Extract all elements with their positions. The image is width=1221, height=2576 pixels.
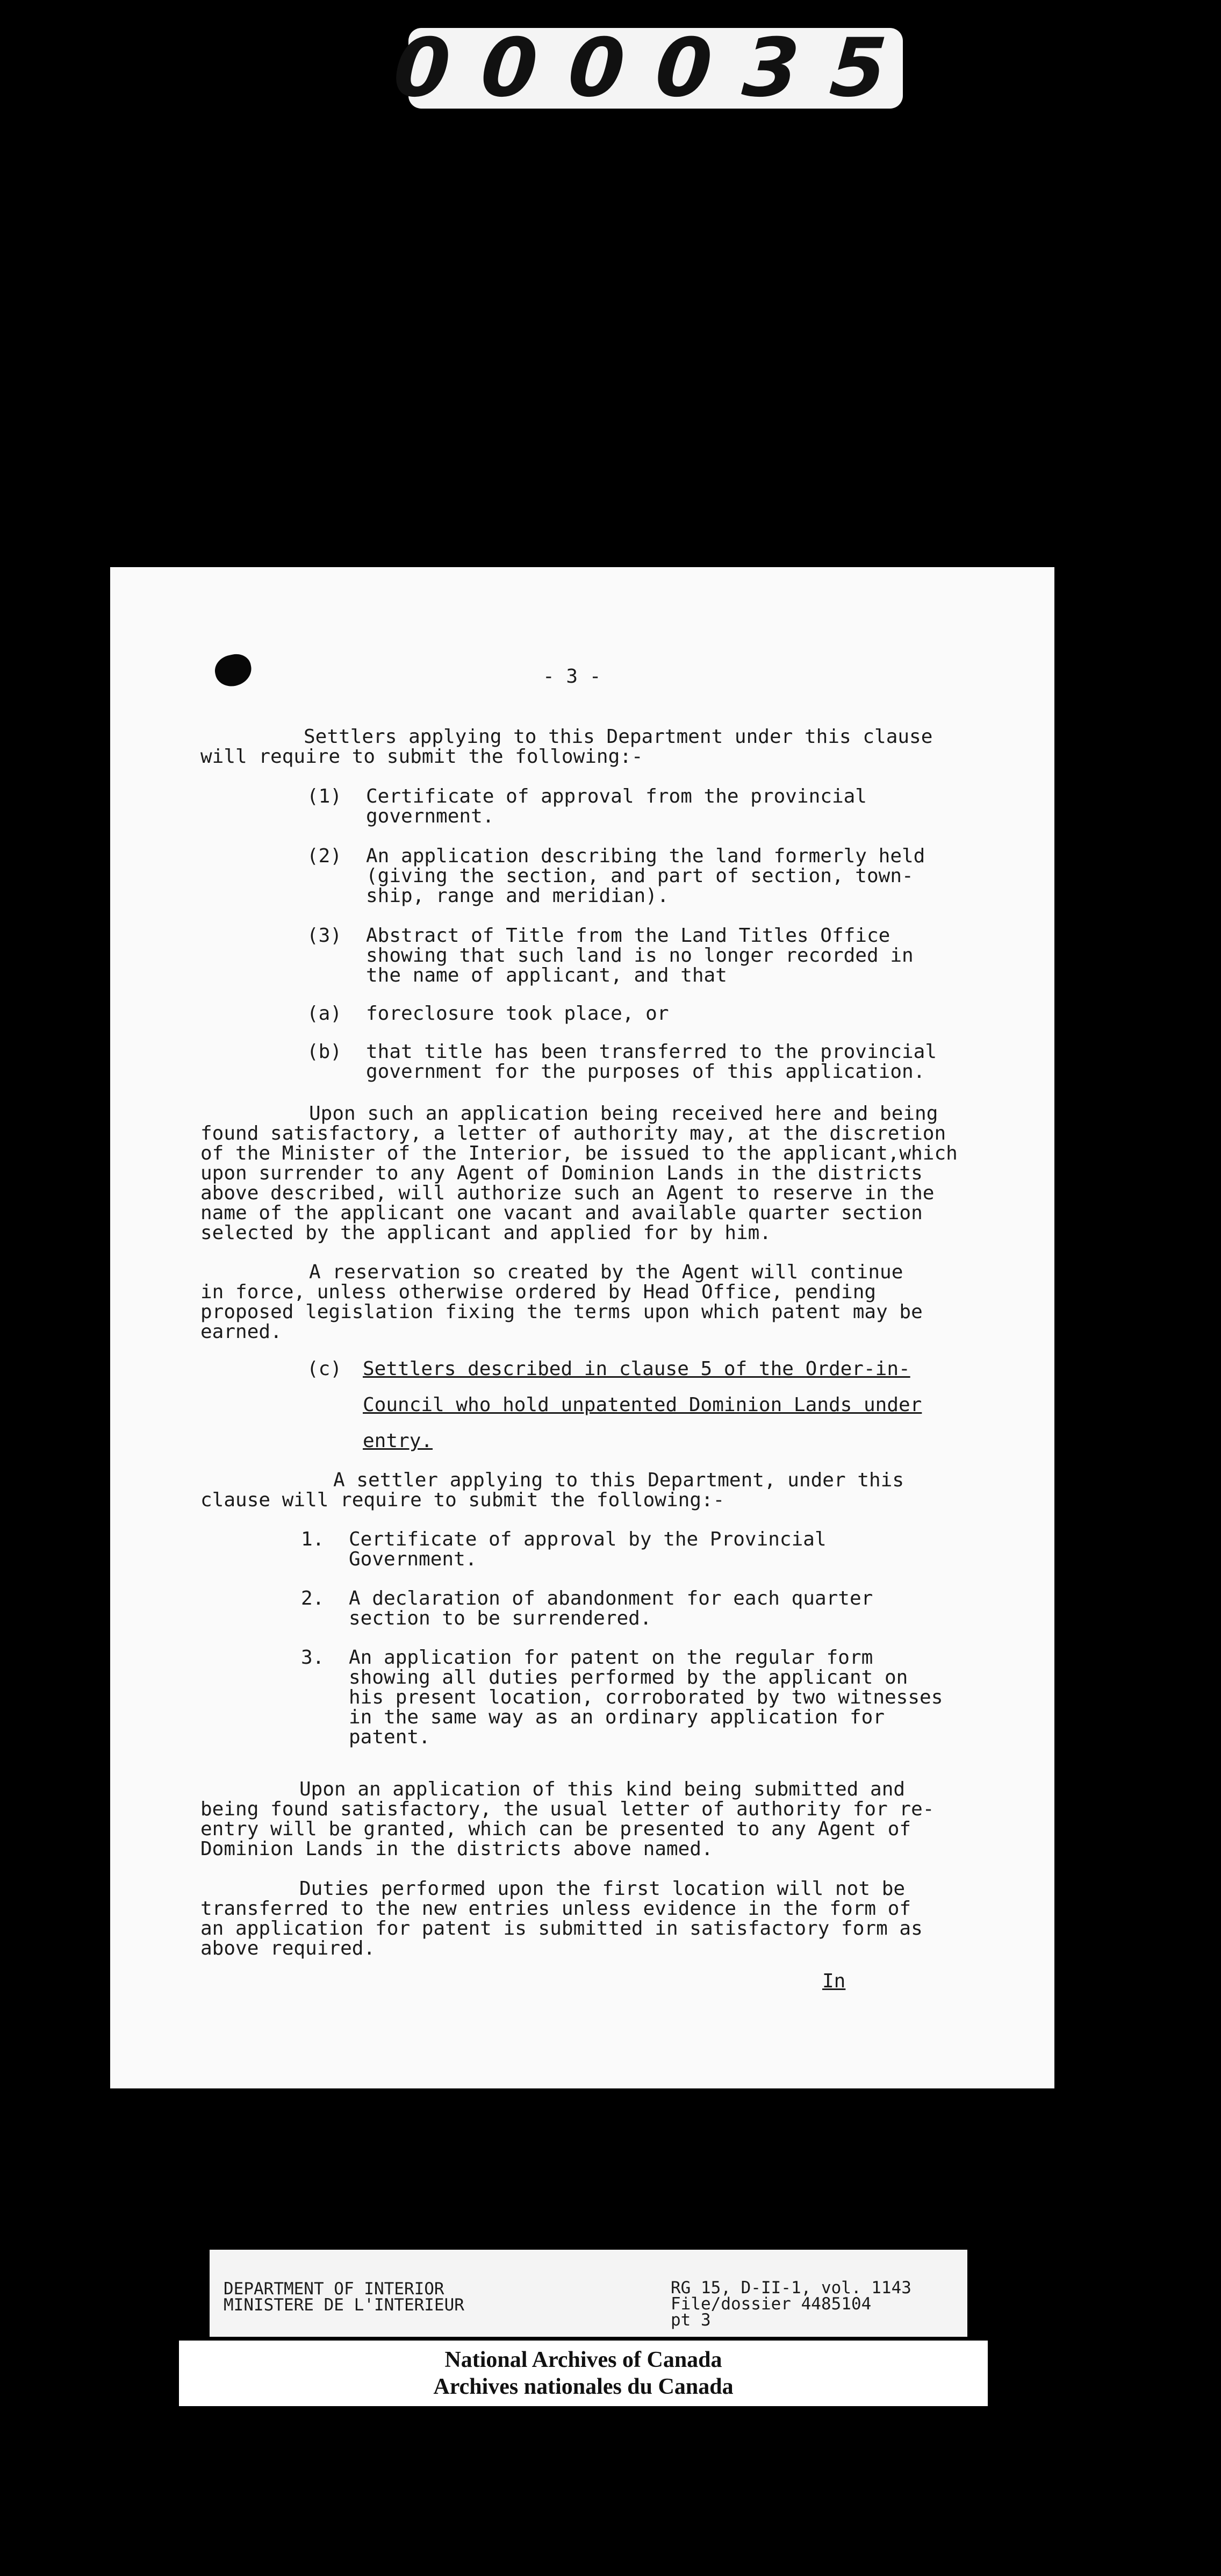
paragraph-line: A settler applying to this Department, under this [333, 1469, 904, 1491]
intro-line: Settlers applying to this Department under this clause [304, 726, 933, 748]
paragraph-line: name of the applicant one vacant and available quarter section [200, 1202, 923, 1224]
paragraph-line: earned. [200, 1321, 282, 1343]
paragraph-line: of the Minister of the Interior, be issued to the applicant,which [200, 1142, 958, 1164]
list-item-line: An application describing the land formerly held [366, 845, 925, 867]
list-item-line: showing all duties performed by the applicant on [349, 1666, 908, 1688]
intro-line: will require to submit the following:- [200, 746, 643, 768]
paragraph-line: in force, unless otherwise ordered by Head Office, pending [200, 1281, 877, 1303]
paragraph-line: A reservation so created by the Agent will continue [309, 1261, 903, 1283]
archive-name-en: National Archives of Canada [444, 2348, 722, 2372]
paragraph-line: Upon an application of this kind being submitted and [299, 1778, 906, 1800]
paragraph-line: above described, will authorize such an Agent to reserve in the [200, 1182, 935, 1204]
list-marker: (b) [307, 1041, 342, 1063]
section-heading-line: Settlers described in clause 5 of the Order-in- [363, 1358, 910, 1380]
paragraph-line: found satisfactory, a letter of authority may, at the discretion [200, 1122, 946, 1144]
catchword: In [822, 1970, 846, 1992]
page-number: - 3 - [543, 666, 601, 688]
section-marker: (c) [307, 1358, 342, 1380]
paragraph-line: proposed legislation fixing the terms upon which patent may be [200, 1301, 923, 1323]
list-marker: (2) [307, 845, 342, 867]
list-item-line: Certificate of approval by the Provincial [349, 1528, 827, 1550]
paragraph-line: entry will be granted, which can be presented to any Agent of [200, 1818, 911, 1840]
archive-reference-label [210, 2250, 967, 2337]
paragraph-line: Upon such an application being received here and being [309, 1103, 938, 1125]
list-item-line: An application for patent on the regular form [349, 1647, 873, 1669]
list-marker: (a) [307, 1003, 342, 1025]
archive-stamp [179, 2341, 988, 2406]
list-item-line: showing that such land is no longer recorded in [366, 944, 914, 967]
file-reference: File/dossier 4485104 [671, 2294, 872, 2314]
list-marker: 2. [301, 1587, 325, 1609]
list-item-line: his present location, corroborated by two witnesses [349, 1686, 943, 1708]
paragraph-line: above required. [200, 1937, 376, 1959]
document-page [110, 567, 1054, 2088]
archive-name-fr: Archives nationales du Canada [433, 2374, 734, 2399]
list-marker: 1. [301, 1528, 325, 1550]
list-marker: (3) [307, 925, 342, 947]
list-item-line: government. [366, 805, 494, 827]
list-marker: 3. [301, 1647, 325, 1669]
paragraph-line: being found satisfactory, the usual letter of authority for re- [200, 1798, 935, 1820]
list-item-line: government for the purposes of this application. [366, 1061, 925, 1083]
list-item-line: Certificate of approval from the provincial [366, 785, 867, 807]
record-group-reference: RG 15, D-II-1, vol. 1143 [671, 2278, 911, 2298]
department-en: DEPARTMENT OF INTERIOR [224, 2279, 444, 2299]
list-item-line: Abstract of Title from the Land Titles Office [366, 925, 890, 947]
list-item-line: (giving the section, and part of section, town- [366, 865, 914, 887]
department-fr: MINISTERE DE L'INTERIEUR [224, 2295, 464, 2315]
section-heading-line: Council who hold unpatented Dominion Lands under [363, 1394, 922, 1416]
list-item-line: in the same way as an ordinary application for [349, 1706, 885, 1728]
paragraph-line: upon surrender to any Agent of Dominion Lands in the districts [200, 1162, 923, 1184]
list-item-line: Government. [349, 1548, 477, 1570]
list-item-line: A declaration of abandonment for each quarter [349, 1587, 873, 1609]
list-item-line: section to be surrendered. [349, 1607, 652, 1629]
section-heading-line: entry. [363, 1430, 433, 1452]
list-item-line: ship, range and meridian). [366, 885, 669, 907]
paragraph-line: Dominion Lands in the districts above named. [200, 1838, 713, 1860]
part-reference: pt 3 [671, 2310, 711, 2330]
list-item-line: patent. [349, 1726, 430, 1748]
paragraph-line: transferred to the new entries unless evidence in the form of [200, 1898, 911, 1920]
list-item-line: foreclosure took place, or [366, 1003, 669, 1025]
list-marker: (1) [307, 785, 342, 807]
paragraph-line: an application for patent is submitted in satisfactory form as [200, 1917, 923, 1940]
frame-number-text: 000035 [390, 22, 921, 115]
ink-blot [212, 652, 255, 690]
frame-number [390, 22, 921, 115]
list-item-line: that title has been transferred to the provincial [366, 1041, 937, 1063]
paragraph-line: selected by the applicant and applied for by him. [200, 1222, 772, 1244]
list-item-line: the name of applicant, and that [366, 964, 727, 986]
paragraph-line: clause will require to submit the following:- [200, 1489, 725, 1511]
paragraph-line: Duties performed upon the first location will not be [299, 1878, 906, 1900]
